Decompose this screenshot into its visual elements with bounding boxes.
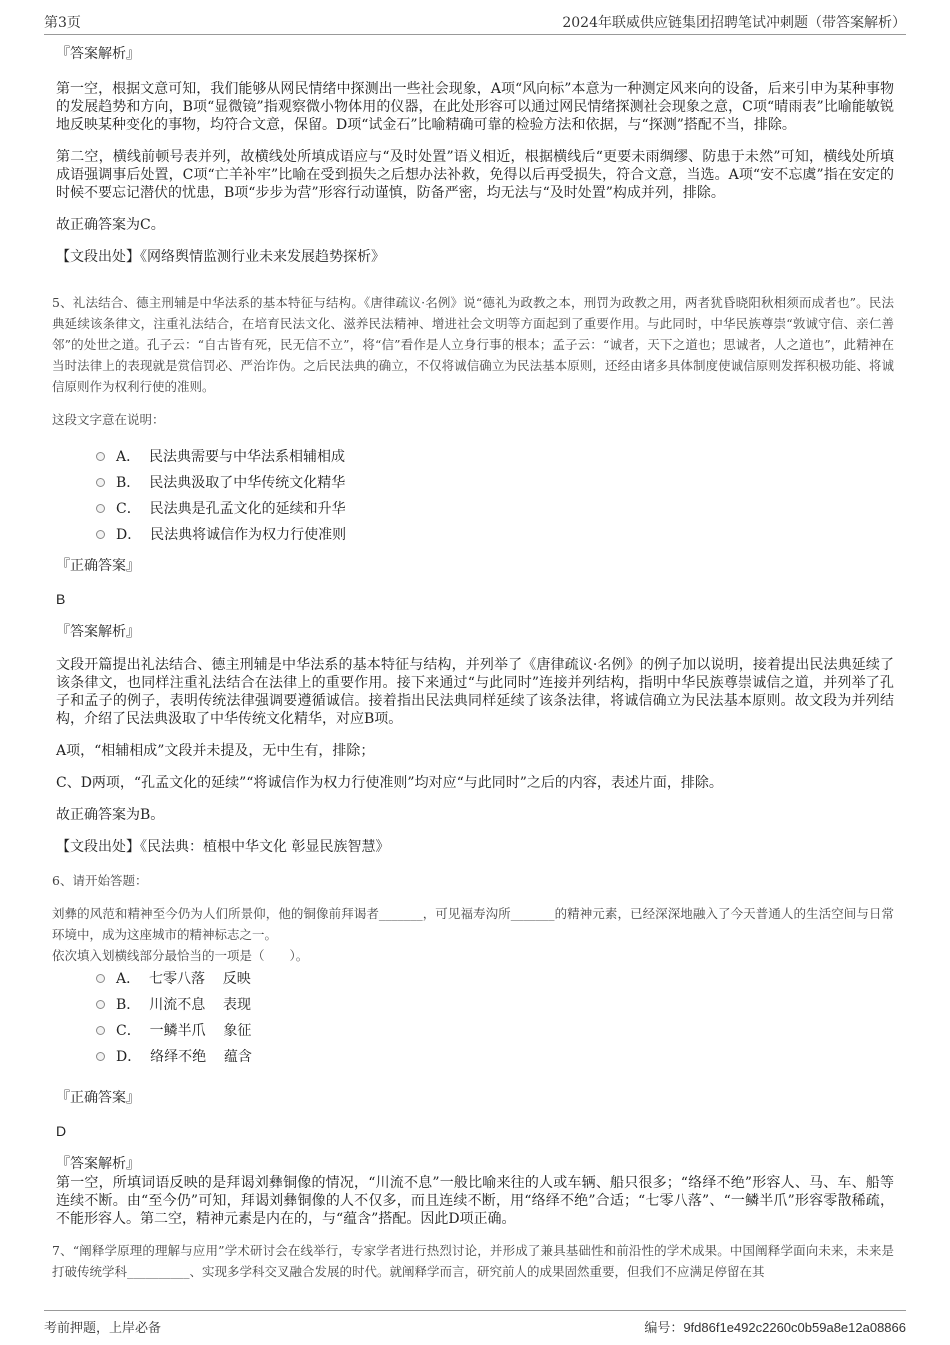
correct-answer-tag: 『正确答案』 bbox=[56, 558, 140, 574]
analysis-paragraph: A项，“相辅相成”文段并未提及，无中生有，排除； bbox=[56, 743, 375, 759]
analysis-paragraph: 第一空，根据文意可知，我们能够从网民情绪中探测出一些社会现象，A项“风向标”本意为一种测定风来向的设备，后来引申为某种事物的发展趋势和方向，B项“显微镜”指观察微小物体用的仪器，在此处形容可以通过网民情绪探测社会现象之意，C项“晴雨表”比喻能敏锐地反映某种变化的事物，均符合文意，保留。D项“试金石”比喻精确可靠的检验方法和依据，与“探测”搭配不当，排除。 bbox=[56, 81, 894, 133]
question-prompt: 这段文字意在说明： bbox=[52, 412, 165, 427]
option-label: D． 络绎不绝 蕴含 bbox=[116, 1049, 252, 1065]
option-d[interactable] bbox=[96, 522, 894, 548]
option-label: B． 民法典汲取了中华传统文化精华 bbox=[116, 475, 346, 491]
option-b[interactable] bbox=[96, 992, 894, 1018]
source-citation: 【文段出处】《网络舆情监测行业未来发展趋势探析》 bbox=[56, 249, 385, 265]
footer-slogan: 考前押题，上岸必备 bbox=[44, 1321, 162, 1336]
radio-icon[interactable] bbox=[96, 504, 105, 513]
radio-icon[interactable] bbox=[96, 1000, 105, 1009]
correct-answer: B bbox=[56, 591, 66, 607]
option-c[interactable] bbox=[96, 496, 894, 522]
radio-icon[interactable] bbox=[96, 974, 105, 983]
answer-conclusion: 故正确答案为C。 bbox=[56, 217, 165, 233]
document-code bbox=[644, 1317, 906, 1336]
analysis-tag: 『答案解析』 bbox=[56, 1156, 140, 1172]
option-label: A． 民法典需要与中华法系相辅相成 bbox=[116, 449, 346, 465]
radio-icon[interactable] bbox=[96, 452, 105, 461]
option-a[interactable] bbox=[96, 444, 894, 470]
page-header bbox=[44, 12, 906, 35]
option-c[interactable] bbox=[96, 1018, 894, 1044]
document-title: 2024年联威供应链集团招聘笔试冲刺题（带答案解析） bbox=[562, 15, 906, 31]
option-d[interactable] bbox=[96, 1044, 894, 1070]
source-citation: 【文段出处】《民法典：植根中华文化 彰显民族智慧》 bbox=[56, 839, 390, 855]
option-label: B． 川流不息 表现 bbox=[116, 997, 251, 1013]
correct-answer-tag: 『正确答案』 bbox=[56, 1090, 140, 1106]
option-label: C． 民法典是孔孟文化的延续和升华 bbox=[116, 501, 346, 517]
analysis-tag: 『答案解析』 bbox=[56, 46, 140, 62]
document-content bbox=[52, 44, 894, 1282]
radio-icon[interactable] bbox=[96, 478, 105, 487]
question-stem: 刘彝的风范和精神至今仍为人们所景仰，他的铜像前拜谒者_______，可见福寿沟所_______的精神元素，已经深深地融入了今天普通人的生活空间与日常环境中，成为这座城市的精神标志之一。 bbox=[52, 906, 894, 942]
analysis-tag: 『答案解析』 bbox=[56, 624, 140, 640]
analysis-paragraph: 第一空，所填词语反映的是拜谒刘彝铜像的情况，“川流不息”一般比喻来往的人或车辆、船只很多；“络绎不绝”形容人、马、车、船等连续不断。由“至今仍”可知，拜谒刘彝铜像的人不仅多，而且连续不断，用“络绎不绝”合适；“七零八落”、“一鳞半爪”形容零散稀疏，不能形容人。第二空，精神元素是内在的，与“蕴含”搭配。因此D项正确。 bbox=[56, 1175, 894, 1227]
page-number: 第3页 bbox=[44, 15, 81, 31]
analysis-paragraph: 第二空，横线前顿号表并列，故横线处所填成语应与“及时处置”语义相近，根据横线后“更要未雨绸缪、防患于未然”可知，横线处所填成语强调事后处置，C项“亡羊补牢”比喻在受到损失之后想办法补救，免得以后再受损失，符合文意，当选。A项“安不忘虞”指在安定的时候不要忘记潜伏的忧患，B项“步步为营”形容行动谨慎，防备严密，均无法与“及时处置”构成并列，排除。 bbox=[56, 149, 894, 201]
option-b[interactable] bbox=[96, 470, 894, 496]
radio-icon[interactable] bbox=[96, 1026, 105, 1035]
radio-icon[interactable] bbox=[96, 1052, 105, 1061]
option-list bbox=[96, 966, 894, 1070]
question-stem: 7、“阐释学原理的理解与应用”学术研讨会在线举行，专家学者进行热烈讨论，并形成了兼具基础性和前沿性的学术成果。中国阐释学面向未来，未来是打破传统学科__________、实现多学科交叉融合发展的时代。就阐释学而言，研究前人的成果固然重要，但我们不应满足停留在其 bbox=[52, 1243, 894, 1279]
page-footer bbox=[44, 1310, 906, 1337]
option-label: A． 七零八落 反映 bbox=[116, 971, 251, 987]
option-a[interactable] bbox=[96, 966, 894, 992]
answer-conclusion: 故正确答案为B。 bbox=[56, 807, 165, 823]
code-label: 编号： bbox=[644, 1321, 684, 1336]
question-intro: 6、请开始答题： bbox=[52, 873, 148, 888]
option-label: C． 一鳞半爪 象征 bbox=[116, 1023, 252, 1039]
code-value: 9fd86f1e492c2260c0b59a8e12a08866 bbox=[683, 1320, 906, 1335]
option-list bbox=[96, 444, 894, 548]
analysis-paragraph: 文段开篇提出礼法结合、德主刑辅是中华法系的基本特征与结构，并列举了《唐律疏议·名例》的例子加以说明，接着提出民法典延续了该条律文，也同样注重礼法结合在法律上的重要作用。接下来通过“与此同时”连接并列结构，指明中华民族尊崇诚信之道，并列举了孔子和孟子的例子，表明传统法律强调要遵循诚信。接着指出民法典同样延续了该条法律，将诚信确立为民法基本原则。故文段为并列结构，介绍了民法典汲取了中华传统文化精华，对应B项。 bbox=[56, 657, 894, 727]
radio-icon[interactable] bbox=[96, 530, 105, 539]
option-label: D． 民法典将诚信作为权力行使准则 bbox=[116, 527, 347, 543]
question-prompt: 依次填入划横线部分最恰当的一项是（ ）。 bbox=[52, 948, 309, 963]
analysis-paragraph: C、D两项，“孔孟文化的延续”“将诚信作为权力行使准则”均对应“与此同时”之后的内容，表述片面，排除。 bbox=[56, 775, 723, 791]
question-stem: 5、礼法结合、德主刑辅是中华法系的基本特征与结构。《唐律疏议·名例》说“德礼为政教之本，刑罚为政教之用，两者犹昏晓阳秋相须而成者也”。民法典延续该条律文，注重礼法结合，在培育民法文化、滋养民法精神、增进社会文明等方面起到了重要作用。与此同时，中华民族尊崇“敦诚守信、亲仁善邻”的处世之道。孔子云：“自古皆有死，民无信不立”，将“信”看作是人立身行事的根本；孟子云：“诚者，天下之道也；思诚者，人之道也”，此精神在当时法律上的表现就是赏信罚必、严治诈伪。之后民法典的确立，不仅将诚信确立为民法基本原则，还经由诸多具体制度使诚信原则发挥积极功能、将诚信原则作为权利行使的准则。 bbox=[52, 295, 894, 394]
correct-answer: D bbox=[56, 1123, 67, 1139]
